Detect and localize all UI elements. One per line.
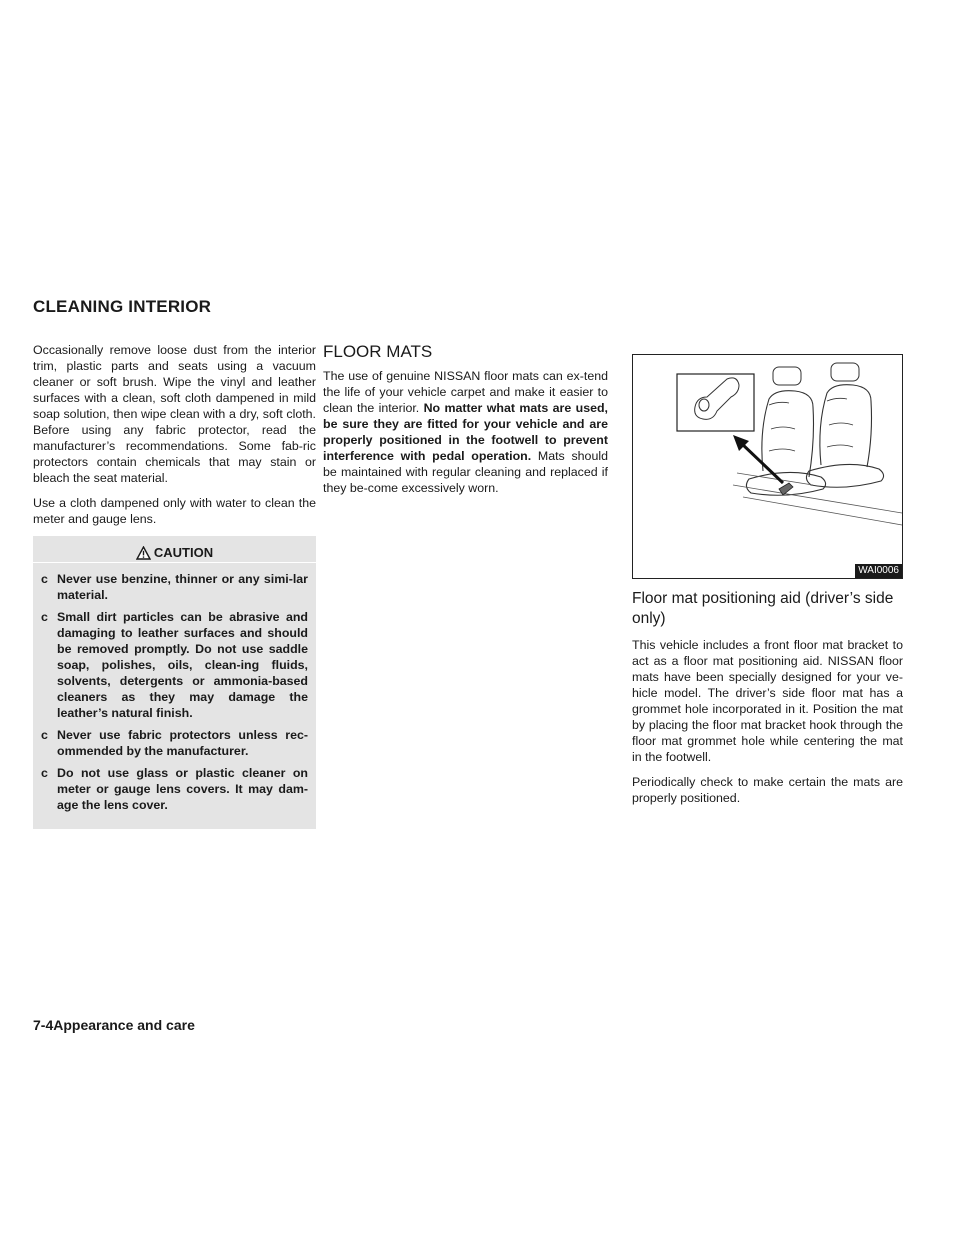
page-number: 7-4 (33, 1017, 54, 1033)
bullet-icon: c (41, 610, 48, 624)
paragraph-dust: Occasionally remove loose dust from the interior trim, plastic parts and seats using a vacuum cleaner or soft brush. Wipe the vinyl and leather surfaces with a clean, soft cloth dampened in mild soap solution, then wipe clean with a dry, soft cloth. Before using any fabric protector, read the manufacturer’s recommendations. Some fab-ric protectors contain chemicals that may stain or bleach the seat material. (33, 343, 316, 485)
bullet-icon: c (41, 728, 48, 742)
floor-mats-warning: No matter what mats are used, be sure they are fitted for your vehicle and are properly positioned in the footwell to prevent interference with pedal operation. (323, 401, 608, 463)
positioning-paragraph: This vehicle includes a front floor mat bracket to act as a floor mat positioning aid. NISSAN floor mats have been specially designed for your ve-hicle model. The driver’s side floor mat has a grommet hole incorporated in it. Position the mat by placing the floor mat bracket hook through the floor mat grommet hole while centering the mat in the footwell. (632, 638, 903, 764)
caution-list (33, 571, 316, 813)
caution-title: CAUTION (153, 545, 214, 560)
bullet-icon: c (41, 572, 48, 586)
caution-box (33, 536, 316, 829)
caution-item: c Never use fabric protectors unless rec-ommended by the manufacturer. (41, 728, 308, 758)
caution-header (33, 544, 316, 563)
seats-drawing (633, 355, 902, 578)
warning-triangle-icon (136, 546, 151, 560)
chapter-title: Appearance and care (53, 1017, 195, 1033)
seat-illustration (632, 354, 903, 579)
column-positioning-aid (632, 354, 903, 815)
floor-mats-paragraph: The use of genuine NISSAN floor mats can ex-tend the life of your vehicle carpet and make it easier to clean the interior. No matter what mats are used, be sure they are fitted for your vehicle and are properly positioned in the footwell to prevent interference with pedal operation. Mats should be maintained with regular cleaning and replaced if they be-come excessively worn. (323, 369, 608, 495)
column-interior-cleaning (33, 342, 316, 829)
floor-mats-heading: FLOOR MATS (323, 342, 433, 361)
caution-item: c Small dirt particles can be abrasive and damaging to leather surfaces and should be removed promptly. Do not use saddle soap, polishes, oils, clean-ing fluids, solvents, detergents or ammonia-based cleaners as they may damage the leather’s natural finish. (41, 610, 308, 720)
positioning-check-paragraph: Periodically check to make certain the mats are properly positioned. (632, 775, 903, 805)
positioning-heading: Floor mat positioning aid (driver’s side only) (632, 590, 894, 627)
page-footer (33, 1017, 195, 1033)
column-floor-mats (323, 342, 608, 505)
figure-code: WAI0006 (855, 564, 902, 578)
caution-item: c Do not use glass or plastic cleaner on meter or gauge lens covers. It may dam-age the lens cover. (41, 766, 308, 812)
section-title: CLEANING INTERIOR (33, 297, 212, 316)
bullet-icon: c (41, 766, 48, 780)
caution-item: c Never use benzine, thinner or any simi-lar material. (41, 572, 308, 602)
paragraph-meter-lens: Use a cloth dampened only with water to clean the meter and gauge lens. (33, 496, 316, 526)
